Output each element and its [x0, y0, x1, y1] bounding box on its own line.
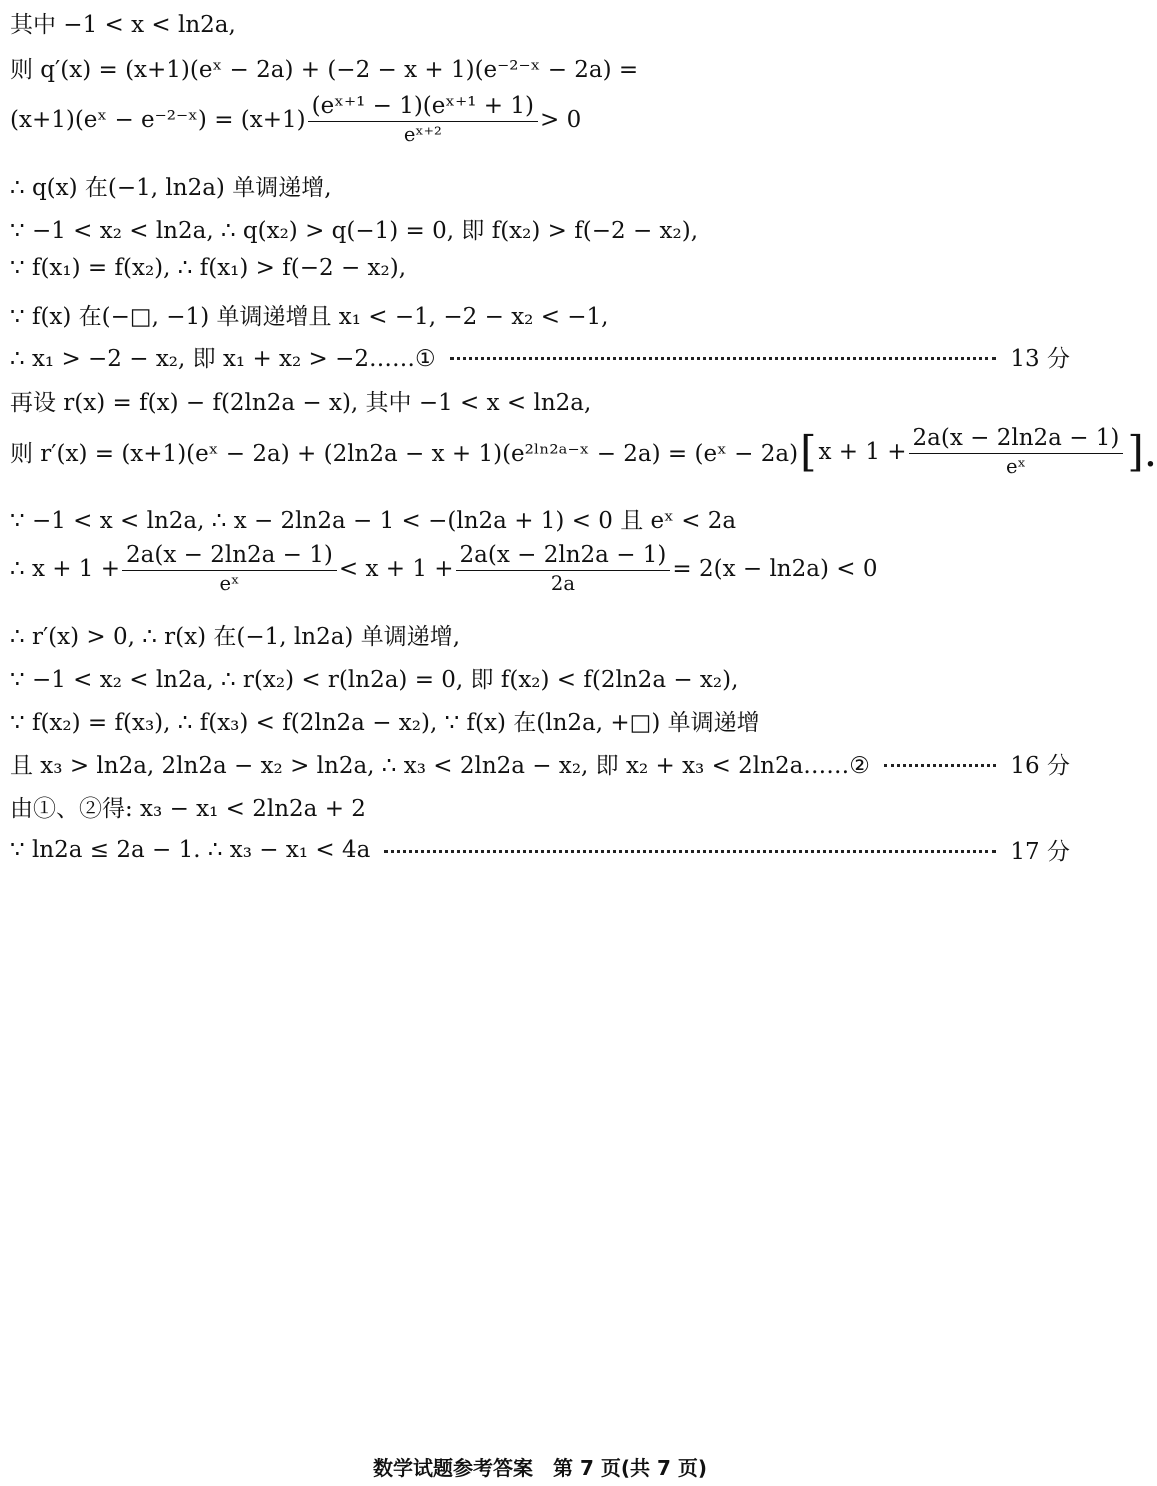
line-text: ∵ f(x₂) = f(x₃), ∴ f(x₃) < f(2ln2a − x₂), ∵ f(x) 在(ln2a, +□) 单调递增 [10, 710, 760, 736]
line-text: x + 1 + [818, 438, 907, 465]
line-3 [10, 94, 1070, 146]
line-text: (x+1)(eˣ − e⁻²⁻ˣ) = (x+1) [10, 106, 306, 133]
line-14 [10, 661, 1070, 694]
line-text: ∴ r′(x) > 0, ∴ r(x) 在(−1, ln2a) 单调递增, [10, 624, 461, 650]
fraction [122, 543, 337, 595]
line-text: ∴ x + 1 + [10, 555, 121, 582]
line-5 [10, 212, 1070, 245]
fraction-denominator: eˣ⁺² [403, 123, 442, 147]
line-text: ∵ −1 < x₂ < ln2a, ∴ r(x₂) < r(ln2a) = 0, 即 f(x₂) < f(2ln2a − x₂), [10, 667, 739, 693]
fraction-numerator: 2a(x − 2ln2a − 1) [456, 543, 671, 571]
line-text: ∵ f(x) 在(−□, −1) 单调递增且 x₁ < −1, −2 − x₂ < −1, [10, 304, 609, 330]
line-text: ∵ ln2a ≤ 2a − 1. ∴ x₃ − x₁ < 4a [10, 836, 371, 863]
line-1 [10, 6, 1070, 39]
line-text: 则 r′(x) = (x+1)(eˣ − 2a) + (2ln2a − x + 1)(e²ˡⁿ²ᵃ⁻ˣ − 2a) = (eˣ − 2a) [10, 441, 799, 468]
line-text: 由①、②得: x₃ − x₁ < 2ln2a + 2 [10, 796, 366, 822]
line-text: 其中 −1 < x < ln2a, [10, 12, 236, 38]
line-text: ∵ f(x₁) = f(x₂), ∴ f(x₁) > f(−2 − x₂), [10, 255, 407, 281]
line-13 [10, 618, 1070, 651]
line-4 [10, 169, 1070, 202]
line-8 [10, 340, 1070, 373]
fraction-numerator: 2a(x − 2ln2a − 1) [909, 426, 1124, 454]
line-text: 且 x₃ > ln2a, 2ln2a − x₂ > ln2a, ∴ x₃ < 2ln2a − x₂, 即 x₂ + x₃ < 2ln2a……② [10, 753, 870, 779]
bracket-close: ]. [1127, 426, 1157, 476]
score-mark: 16 分 [1010, 753, 1070, 779]
line-text: > 0 [540, 106, 582, 133]
line-7 [10, 298, 1070, 331]
page-footer: 数学试题参考答案 第 7 页(共 7 页) [373, 1456, 707, 1480]
line-18 [10, 833, 1070, 866]
line-10 [10, 425, 1157, 479]
fraction-numerator: (eˣ⁺¹ − 1)(eˣ⁺¹ + 1) [308, 94, 538, 122]
line-text: ∴ x₁ > −2 − x₂, 即 x₁ + x₂ > −2……① [10, 346, 436, 372]
fraction-denominator: 2a [550, 572, 575, 596]
bracket-open: [ [800, 426, 817, 476]
line-2 [10, 51, 1070, 84]
line-text: 则 q′(x) = (x+1)(eˣ − 2a) + (−2 − x + 1)(e⁻²⁻ˣ − 2a) = [10, 57, 639, 83]
line-15 [10, 704, 1070, 737]
line-6 [10, 255, 1070, 281]
line-11 [10, 502, 1070, 535]
fraction [909, 426, 1124, 478]
score-mark: 13 分 [1010, 346, 1070, 372]
score-mark: 17 分 [1010, 839, 1070, 865]
dotted-leader [884, 764, 996, 767]
line-text: = 2(x − ln2a) < 0 [672, 555, 878, 582]
line-16 [10, 747, 1070, 780]
line-text: 再设 r(x) = f(x) − f(2ln2a − x), 其中 −1 < x < ln2a, [10, 390, 592, 416]
line-text: ∴ q(x) 在(−1, ln2a) 单调递增, [10, 175, 332, 201]
line-text: ∵ −1 < x < ln2a, ∴ x − 2ln2a − 1 < −(ln2a + 1) < 0 且 eˣ < 2a [10, 508, 737, 534]
dotted-leader [384, 850, 996, 853]
line-text: < x + 1 + [338, 555, 454, 582]
fraction [308, 94, 538, 146]
line-17 [10, 790, 1070, 823]
fraction [456, 543, 671, 595]
line-12 [10, 543, 1070, 595]
fraction-numerator: 2a(x − 2ln2a − 1) [122, 543, 337, 571]
dotted-leader [450, 357, 997, 360]
line-text: ∵ −1 < x₂ < ln2a, ∴ q(x₂) > q(−1) = 0, 即 f(x₂) > f(−2 − x₂), [10, 218, 699, 244]
line-9 [10, 384, 1070, 417]
fraction-denominator: eˣ [219, 572, 240, 596]
fraction-denominator: eˣ [1006, 455, 1026, 479]
